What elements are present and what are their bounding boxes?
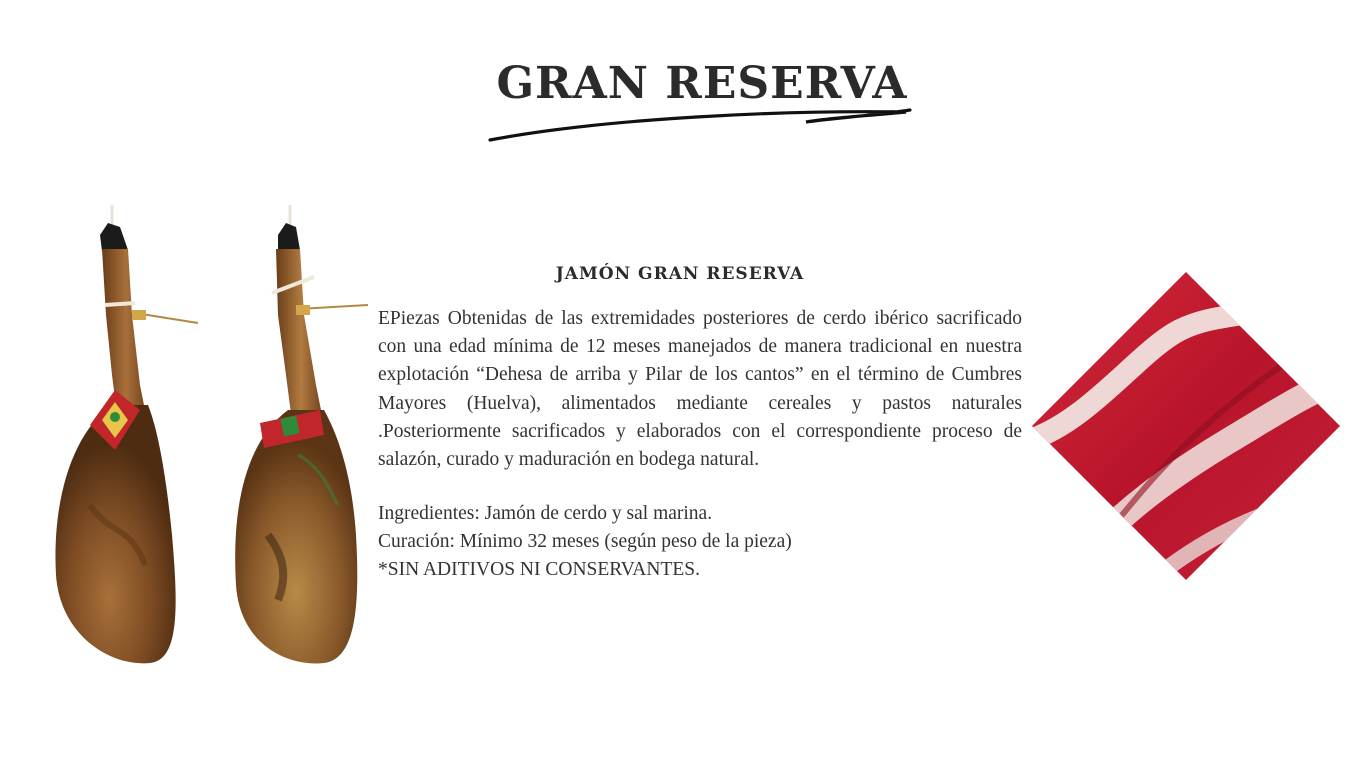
curing-text: Curación: Mínimo 32 meses (según peso de la pieza) xyxy=(378,531,792,552)
ingredients-text: Ingredientes: Jamón de cerdo y sal marina. xyxy=(378,503,713,524)
product-description: EPiezas Obtenidas de las extremidades posteriores de cerdo ibérico sacrificado con una edad mínima de 12 meses manejados de manera tradicional en nuestra explotación “Dehesa de arriba y Pilar de los cantos” en el término de Cumbres Mayores (Huelva), alimentados mediante cereales y pastos naturales .Posteriormente sacrificados y elaborados con el correspondiente proceso de salazón, curado y maduración en bodega natural. xyxy=(378,308,1022,471)
page-title: GRAN RESERVA xyxy=(496,58,908,109)
product-heading: JAMÓN GRAN RESERVA xyxy=(555,264,805,284)
ham-front-image xyxy=(50,205,205,670)
ham-slice-image xyxy=(1030,270,1342,582)
title-underline xyxy=(486,104,916,144)
ham-back-image xyxy=(228,205,378,670)
additives-note: *SIN ADITIVOS NI CONSERVANTES. xyxy=(378,559,701,580)
